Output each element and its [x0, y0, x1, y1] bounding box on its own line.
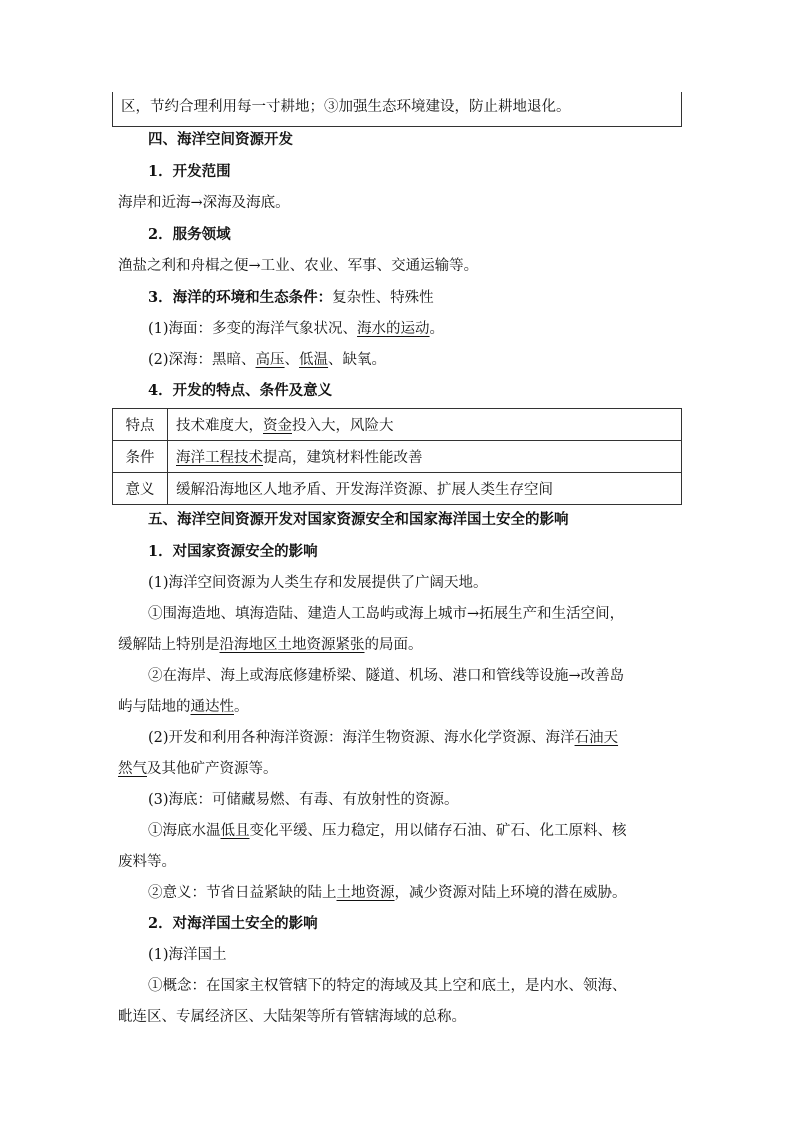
text-run: 2．服务领域 [148, 226, 231, 243]
paragraph-line [118, 635, 423, 655]
text-run: ①海底水温 [148, 823, 221, 839]
text-run: 1．开发范围 [148, 163, 231, 180]
text-run: 毗连区、专属经济区、大陆架等所有管辖海域的总称。 [118, 1009, 466, 1025]
table-row [113, 473, 682, 505]
paragraph-line [148, 821, 627, 841]
paragraph-line [148, 604, 624, 624]
paragraph-line [148, 573, 488, 593]
table-value-cell [168, 473, 682, 505]
text-run: 复杂性、特殊性 [332, 290, 434, 306]
text-run: ②在海岸、海上或海底修建桥梁、隧道、机场、港口和管线等设施→改善岛 [148, 668, 625, 684]
paragraph-line [118, 1007, 466, 1027]
text-run: (1)海面：多变的海洋气象状况、 [148, 321, 358, 337]
text-run: 4．开发的特点、条件及意义 [148, 382, 333, 399]
text-run: (2)开发和利用各种海洋资源：海洋生物资源、海水化学资源、海洋 [148, 730, 575, 746]
text-run: 缓解陆上特别是 [118, 637, 220, 653]
text-run: 海岸和近海→深海及海底。 [118, 195, 290, 211]
table-value-cell [168, 441, 682, 473]
text-run: 的局面。 [364, 637, 423, 653]
text-run: 。 [234, 699, 249, 715]
text-run: 提高，建筑材料性能改善 [263, 450, 423, 466]
paragraph-line [148, 319, 444, 339]
paragraph-line [118, 697, 249, 717]
text-run: 、 [284, 352, 300, 368]
underlined-term: 土地资源 [336, 885, 395, 901]
paragraph-line [148, 883, 627, 903]
underlined-term: 海洋工程技术 [176, 450, 263, 466]
text-run: 投入大，风险大 [292, 418, 394, 434]
paragraph-line [148, 728, 618, 748]
text-run: ①概念：在国家主权管辖下的特定的海域及其上空和底土，是内水、领海、 [148, 978, 627, 994]
features-table [112, 408, 682, 505]
paragraph-line [148, 976, 627, 996]
text-run: ②意义：节省日益紧缺的陆上 [148, 885, 337, 901]
paragraph-line [118, 193, 290, 213]
underlined-term: 然气 [118, 761, 147, 777]
paragraph-line [148, 350, 386, 370]
text-run: (3)海底：可储藏易燃、有毒、有放射性的资源。 [148, 792, 459, 808]
underlined-term: 低且 [220, 823, 250, 839]
underlined-term: 海水的运动 [357, 321, 430, 337]
text-run: 屿与陆地的 [118, 699, 191, 715]
paragraph-line [148, 790, 459, 810]
section-heading [148, 225, 231, 245]
section-heading [148, 510, 569, 530]
text-run: 渔盐之利和舟楫之便→工业、农业、军事、交通运输等。 [118, 258, 479, 274]
continued-box [112, 92, 682, 127]
text-run: ①围海造地、填海造陆、建造人工岛屿或海上城市→拓展生产和生活空间， [148, 606, 625, 622]
text-run: (1)海洋国土 [148, 947, 227, 963]
text-run: 四、海洋空间资源开发 [148, 131, 293, 148]
text-run: 技术难度大， [176, 418, 263, 434]
underlined-term: 低温 [299, 352, 329, 368]
underlined-term: 资金 [263, 418, 292, 434]
text-run: 2．对海洋国土安全的影响 [148, 915, 318, 932]
text-run: 缓解沿海地区人地矛盾、开发海洋资源、扩展人类生存空间 [176, 482, 553, 498]
table-row [113, 409, 682, 441]
text-run: 五、海洋空间资源开发对国家资源安全和国家海洋国土安全的影响 [148, 511, 569, 528]
text-run: 3．海洋的环境和生态条件： [148, 289, 333, 306]
underlined-term: 沿海地区土地资源紧张 [219, 637, 365, 653]
table-value-cell [168, 409, 682, 441]
section-heading [148, 162, 231, 182]
table-key-cell: 特点 [113, 409, 168, 441]
paragraph-line [118, 759, 278, 779]
underlined-term: 石油天 [574, 730, 619, 746]
text-run: 变化平缓、压力稳定，用以储存石油、矿石、化工原料、核 [249, 823, 627, 839]
section-heading [148, 288, 434, 308]
section-heading [148, 542, 318, 562]
table-row [113, 441, 682, 473]
text-run: (1)海洋空间资源为人类生存和发展提供了广阔天地。 [148, 575, 488, 591]
continued-box-text [121, 95, 571, 116]
text-run: 区，节约合理利用每一寸耕地；③加强生态环境建设，防止耕地退化。 [121, 99, 571, 115]
text-run: 。 [429, 321, 445, 337]
table-key-cell: 意义 [113, 473, 168, 505]
paragraph-line [118, 852, 176, 872]
paragraph-line [118, 256, 478, 276]
paragraph-line [148, 666, 624, 686]
text-run: 废料等。 [118, 854, 176, 870]
section-heading [148, 914, 318, 934]
table-key-cell: 条件 [113, 441, 168, 473]
underlined-term: 通达性 [190, 699, 234, 715]
paragraph-line [148, 945, 227, 965]
underlined-term: 高压 [255, 352, 285, 368]
text-run: ，减少资源对陆上环境的潜在威胁。 [394, 885, 627, 901]
text-run: 及其他矿产资源等。 [147, 761, 278, 777]
section-heading [148, 130, 293, 150]
text-run: (2)深海：黑暗、 [148, 352, 256, 368]
text-run: 1．对国家资源安全的影响 [148, 543, 318, 560]
section-heading [148, 381, 332, 401]
text-run: 、缺氧。 [328, 352, 387, 368]
